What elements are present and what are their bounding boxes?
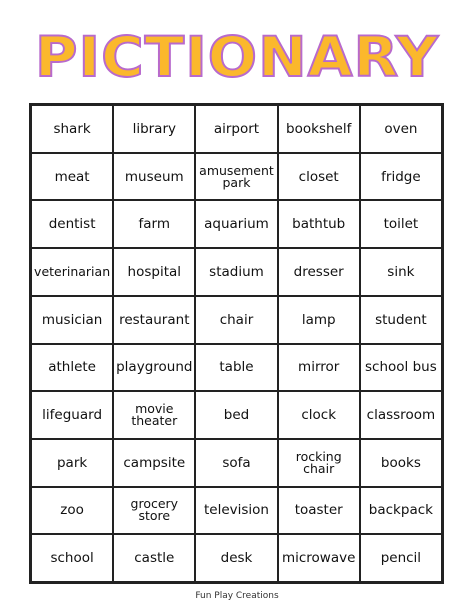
- word-cell: playground: [113, 344, 195, 392]
- word-cell: aquarium: [195, 200, 277, 248]
- word-cell: stadium: [195, 248, 277, 296]
- word-cell: microwave: [278, 534, 360, 582]
- word-cell: fridge: [360, 153, 442, 201]
- word-grid: [29, 103, 444, 584]
- page-title: PICTIONARY: [34, 24, 440, 90]
- word-cell: sink: [360, 248, 442, 296]
- word-cell: museum: [113, 153, 195, 201]
- word-cell: musician: [31, 296, 113, 344]
- word-cell: library: [113, 105, 195, 153]
- word-cell: bathtub: [278, 200, 360, 248]
- word-cell: lifeguard: [31, 391, 113, 439]
- word-cell: lamp: [278, 296, 360, 344]
- word-cell: campsite: [113, 439, 195, 487]
- word-cell: books: [360, 439, 442, 487]
- word-cell: dresser: [278, 248, 360, 296]
- word-cell: school: [31, 534, 113, 582]
- word-cell: movie theater: [113, 391, 195, 439]
- word-cell: closet: [278, 153, 360, 201]
- word-cell: bed: [195, 391, 277, 439]
- word-cell: chair: [195, 296, 277, 344]
- footer-credit: Fun Play Creations: [195, 591, 279, 601]
- word-cell: grocery store: [113, 487, 195, 535]
- word-cell: toaster: [278, 487, 360, 535]
- word-cell: dentist: [31, 200, 113, 248]
- word-cell: meat: [31, 153, 113, 201]
- word-cell: athlete: [31, 344, 113, 392]
- word-cell: oven: [360, 105, 442, 153]
- word-cell: hospital: [113, 248, 195, 296]
- word-cell: sofa: [195, 439, 277, 487]
- word-cell: rocking chair: [278, 439, 360, 487]
- word-cell: bookshelf: [278, 105, 360, 153]
- word-cell: castle: [113, 534, 195, 582]
- word-cell: shark: [31, 105, 113, 153]
- word-cell: school bus: [360, 344, 442, 392]
- word-cell: toilet: [360, 200, 442, 248]
- word-cell: television: [195, 487, 277, 535]
- word-cell: airport: [195, 105, 277, 153]
- word-cell: mirror: [278, 344, 360, 392]
- word-cell: zoo: [31, 487, 113, 535]
- word-cell: park: [31, 439, 113, 487]
- word-cell: student: [360, 296, 442, 344]
- word-cell: amusement park: [195, 153, 277, 201]
- word-cell: desk: [195, 534, 277, 582]
- word-cell: classroom: [360, 391, 442, 439]
- word-cell: restaurant: [113, 296, 195, 344]
- word-cell: veterinarian: [31, 248, 113, 296]
- word-cell: backpack: [360, 487, 442, 535]
- word-cell: pencil: [360, 534, 442, 582]
- word-cell: table: [195, 344, 277, 392]
- word-cell: clock: [278, 391, 360, 439]
- word-cell: farm: [113, 200, 195, 248]
